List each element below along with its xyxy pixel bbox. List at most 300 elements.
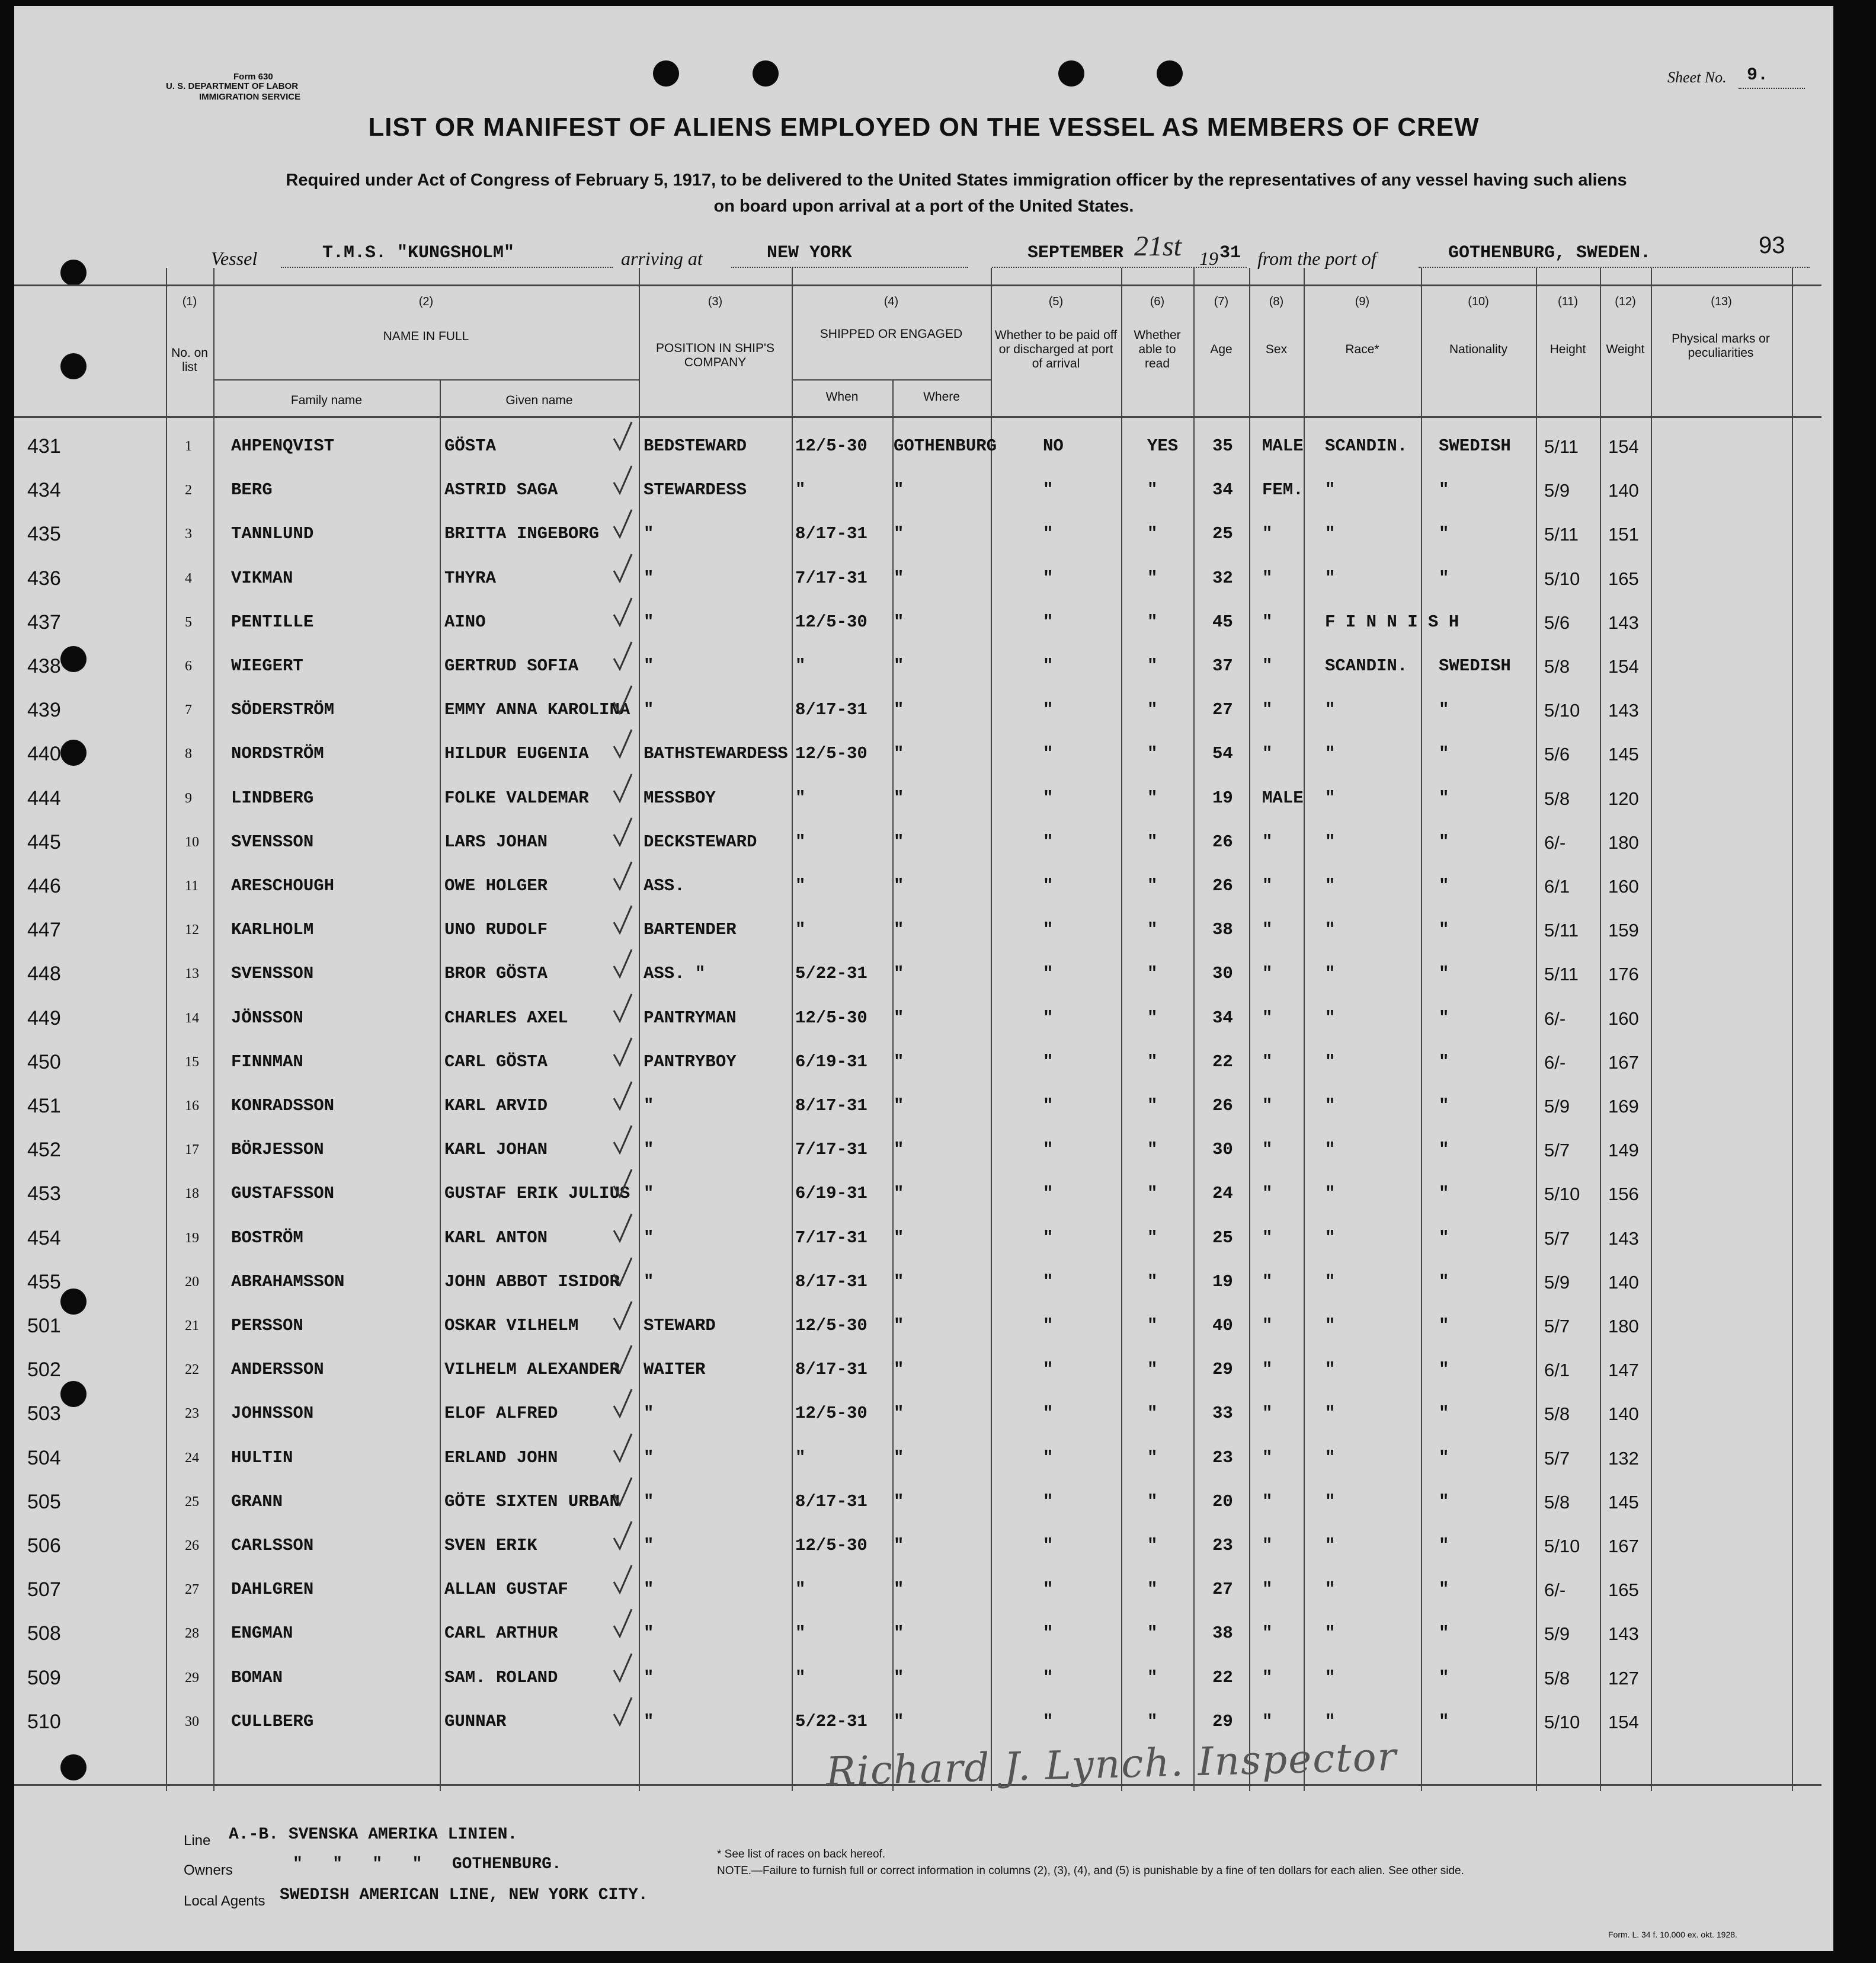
shipped-where: " [894,788,904,808]
row-number: 17 [185,1142,199,1158]
age: 26 [1212,832,1233,852]
paid-off: " [1043,1008,1054,1028]
family-name: ABRAHAMSSON [231,1271,345,1291]
owners-value: " " " " GOTHENBURG. [293,1855,562,1874]
family-name: VIKMAN [231,568,293,588]
table-row [14,1568,1821,1612]
given-name: KARL ARVID [444,1096,548,1115]
nationality: " [1439,1667,1449,1687]
shipped-when: " [795,1667,806,1687]
shipped-where: " [894,1403,904,1424]
age: 35 [1212,436,1233,456]
race: " [1325,920,1336,940]
age: 30 [1212,1140,1233,1160]
agents-label: Local Agents [184,1893,265,1909]
paid-off: " [1043,1227,1054,1248]
check-mark-icon [613,1476,633,1507]
row-list-id: 435 [27,523,61,546]
able-to-read: " [1147,1227,1158,1248]
col-6-header: Whether able to read [1134,328,1181,370]
shipped-when: 12/5-30 [795,1403,867,1424]
row-number: 2 [185,482,192,498]
race: " [1325,1711,1336,1731]
weight: 160 [1608,1008,1639,1029]
check-mark-icon [613,553,633,584]
shipped-when: 12/5-30 [795,612,867,632]
age: 27 [1212,700,1233,720]
height: 6/- [1544,1580,1566,1601]
arrival-day: 21st [1134,231,1182,262]
able-to-read: " [1147,920,1158,940]
print-info: Form. L. 34 f. 10,000 ex. okt. 1928. [1608,1930,1737,1939]
position: DECKSTEWARD [644,832,757,852]
sex: " [1262,1491,1273,1511]
given-name: GUSTAF ERIK JULIUS [444,1184,630,1204]
able-to-read: " [1147,1536,1158,1555]
race: " [1325,524,1336,544]
given-name: KARL ANTON [444,1227,548,1248]
nationality: " [1439,524,1449,544]
shipped-where: " [894,1623,904,1644]
form-number: Form 630 [233,72,273,82]
race: " [1325,700,1336,720]
shipped-when: 12/5-30 [795,1316,867,1335]
row-list-id: 507 [27,1578,61,1601]
weight: 167 [1608,1536,1639,1556]
given-name: VILHELM ALEXANDER [444,1360,620,1380]
height: 5/10 [1544,700,1580,721]
family-name: FINNMAN [231,1051,303,1072]
check-mark-icon [613,509,633,539]
height: 5/8 [1544,1403,1570,1425]
height: 5/7 [1544,1447,1570,1469]
col-12-header: Weight [1606,343,1645,356]
table-row [14,1524,1821,1568]
row-list-id: 508 [27,1622,61,1645]
family-name: BÖRJESSON [231,1140,324,1160]
position: MESSBOY [644,788,716,808]
row-number: 21 [185,1318,199,1334]
race: " [1325,1536,1336,1555]
col-13-number: (13) [1711,295,1732,308]
col-1-number: (1) [182,295,197,308]
position: " [644,1227,654,1248]
able-to-read: " [1147,832,1158,852]
row-number: 28 [185,1626,199,1642]
position: " [644,524,654,544]
race: SCANDIN. [1325,656,1408,676]
paid-off: " [1043,1051,1054,1072]
sex: " [1262,876,1273,896]
position: PANTRYBOY [644,1051,737,1072]
height: 5/11 [1544,436,1579,457]
table-row [14,512,1821,556]
table-row [14,1040,1821,1084]
height: 5/11 [1544,920,1579,941]
nationality: " [1439,1447,1449,1468]
table-row [14,424,1821,468]
check-mark-icon [613,817,633,848]
shipped-when: 6/19-31 [795,1051,867,1072]
shipped-where: " [894,964,904,984]
age: 30 [1212,964,1233,984]
paid-off: " [1043,1140,1054,1160]
able-to-read: " [1147,876,1158,896]
row-number: 25 [185,1494,199,1510]
race: " [1325,1623,1336,1644]
shipped-when: " [795,480,806,500]
table-row [14,864,1821,908]
from-port: GOTHENBURG, SWEDEN. [1448,243,1651,263]
row-number: 11 [185,878,199,894]
weight: 180 [1608,1316,1639,1337]
able-to-read: " [1147,1711,1158,1731]
row-list-id: 504 [27,1446,61,1469]
shipped-where: " [894,1184,904,1204]
paid-off: " [1043,788,1054,808]
position: " [644,1447,654,1468]
row-list-id: 509 [27,1666,61,1689]
age: 29 [1212,1711,1233,1731]
row-list-id: 434 [27,479,61,502]
family-name: NORDSTRÖM [231,744,324,764]
row-number: 1 [185,439,192,454]
height: 6/1 [1544,876,1570,897]
col-7-number: (7) [1214,295,1229,308]
shipped-where: " [894,1096,904,1115]
position: " [644,1536,654,1555]
shipped-where: " [894,1271,904,1291]
nationality: " [1439,1140,1449,1160]
table-row [14,1612,1821,1655]
age: 19 [1212,788,1233,808]
position: ASS. " [644,964,706,984]
check-mark-icon [613,1652,633,1683]
paid-off: " [1043,524,1054,544]
nationality: " [1439,1403,1449,1424]
shipped-when: 8/17-31 [795,524,867,544]
height: 5/8 [1544,788,1570,809]
check-mark-icon [613,1124,633,1155]
able-to-read: " [1147,612,1158,632]
table-row [14,732,1821,776]
nationality: " [1439,1051,1449,1072]
table-row [14,1656,1821,1700]
sex: " [1262,1447,1273,1468]
row-list-id: 502 [27,1358,61,1382]
owners-label: Owners [184,1862,233,1878]
able-to-read: " [1147,1447,1158,1468]
race: " [1325,744,1336,764]
able-to-read: " [1147,1667,1158,1687]
position: " [644,1491,654,1511]
nationality: " [1439,1316,1449,1335]
height: 5/11 [1544,964,1579,985]
weight: 176 [1608,964,1639,985]
age: 33 [1212,1403,1233,1424]
col-4-number: (4) [883,295,899,308]
paid-off: " [1043,700,1054,720]
col-8-header: Sex [1265,343,1288,356]
shipped-where: " [894,656,904,676]
family-name: LINDBERG [231,788,314,808]
age: 22 [1212,1051,1233,1072]
age: 26 [1212,876,1233,896]
nationality: " [1439,1008,1449,1028]
given-name: SAM. ROLAND [444,1667,558,1687]
nationality: " [1439,1271,1449,1291]
shipped-where: " [894,480,904,500]
race: " [1325,1140,1336,1160]
race: " [1325,1227,1336,1248]
able-to-read: " [1147,1184,1158,1204]
nationality: " [1439,1491,1449,1511]
height: 5/8 [1544,1667,1570,1689]
age: 22 [1212,1667,1233,1687]
given-name: OSKAR VILHELM [444,1316,579,1335]
position: " [644,1580,654,1600]
check-mark-icon [613,1213,633,1243]
shipped-when: 12/5-30 [795,1536,867,1555]
race: " [1325,1667,1336,1687]
position: ASS. [644,876,685,896]
age: 24 [1212,1184,1233,1204]
shipped-when: 7/17-31 [795,568,867,588]
row-number: 30 [185,1713,199,1729]
nationality: " [1439,1184,1449,1204]
row-number: 7 [185,702,192,718]
row-list-id: 455 [27,1270,61,1293]
check-mark-icon [613,1608,633,1639]
age: 34 [1212,1008,1233,1028]
check-mark-icon [613,1433,633,1463]
sex: " [1262,1623,1273,1644]
position: " [644,1184,654,1204]
sex: " [1262,1184,1273,1204]
row-number: 27 [185,1582,199,1598]
weight: 145 [1608,744,1639,765]
row-number: 3 [185,526,192,542]
position: " [644,700,654,720]
family-name: BOMAN [231,1667,283,1687]
height: 5/10 [1544,1536,1580,1556]
age: 23 [1212,1536,1233,1555]
weight: 160 [1608,876,1639,897]
position: " [644,1096,654,1115]
family-name: CARLSSON [231,1536,314,1555]
able-to-read: " [1147,1403,1158,1424]
height: 5/11 [1544,524,1579,545]
shipped-when: " [795,876,806,896]
nationality: SWEDISH [1439,656,1511,676]
weight: 167 [1608,1051,1639,1073]
race: " [1325,1447,1336,1468]
age: 37 [1212,656,1233,676]
table-row [14,644,1821,688]
sex: " [1262,1403,1273,1424]
row-list-id: 437 [27,610,61,634]
paid-off: " [1043,964,1054,984]
shipped-when: " [795,656,806,676]
table-row [14,1260,1821,1304]
position: STEWARDESS [644,480,747,500]
shipped-where: " [894,876,904,896]
col-7-header: Age [1210,343,1232,356]
table-row [14,820,1821,864]
family-name: SÖDERSTRÖM [231,700,335,720]
shipped-where: " [894,744,904,764]
able-to-read: " [1147,788,1158,808]
age: 38 [1212,920,1233,940]
col-11-header: Height [1550,343,1586,356]
height: 5/10 [1544,1184,1580,1205]
weight: 154 [1608,656,1639,677]
check-mark-icon [613,685,633,715]
given-name: OWE HOLGER [444,876,548,896]
table-row [14,1172,1821,1216]
weight: 147 [1608,1360,1639,1381]
position: " [644,1711,654,1731]
table-row [14,776,1821,820]
binder-hole [753,60,779,87]
sex: " [1262,1580,1273,1600]
nationality: " [1439,568,1449,588]
able-to-read: " [1147,1008,1158,1028]
sex: " [1262,524,1273,544]
shipped-where: " [894,1227,904,1248]
height: 6/- [1544,832,1566,853]
row-number: 14 [185,1010,199,1026]
height: 5/9 [1544,1271,1570,1293]
height: 5/10 [1544,568,1580,589]
able-to-read: " [1147,1623,1158,1644]
given-name: GÖSTA [444,436,497,456]
family-name: ENGMAN [231,1623,293,1644]
given-name: GÖTE SIXTEN URBAN [444,1491,620,1511]
race: " [1325,1580,1336,1600]
age: 27 [1212,1580,1233,1600]
given-name: ALLAN GUSTAF [444,1580,568,1600]
col-8-number: (8) [1269,295,1284,308]
row-list-id: 438 [27,655,61,677]
given-name: GERTRUD SOFIA [444,656,579,676]
paid-off: " [1043,1667,1054,1687]
year-prefix: 19 [1199,248,1218,269]
sex: " [1262,1227,1273,1248]
weight: 127 [1608,1667,1639,1689]
row-list-id: 451 [27,1095,61,1117]
given-name: CARL GÖSTA [444,1051,548,1072]
paid-off: NO [1043,436,1064,456]
table-row [14,1216,1821,1260]
shipped-when: " [795,1447,806,1468]
row-number: 18 [185,1186,199,1202]
position: BATHSTEWARDESS [644,744,788,764]
col-4-where-header: Where [923,390,960,404]
row-list-id: 506 [27,1534,61,1557]
given-name: ASTRID SAGA [444,480,558,500]
height: 5/8 [1544,656,1570,677]
race: F I N N I S H [1325,612,1459,632]
shipped-when: 8/17-31 [795,1360,867,1380]
race: " [1325,1008,1336,1028]
crew-table [14,268,1821,1791]
race: " [1325,788,1336,808]
row-number: 13 [185,966,199,982]
weight: 165 [1608,1580,1639,1601]
position: PANTRYMAN [644,1008,737,1028]
sex: " [1262,700,1273,720]
paid-off: " [1043,1184,1054,1204]
shipped-when: 5/22-31 [795,1711,867,1731]
col-10-number: (10) [1468,295,1489,308]
check-mark-icon [613,993,633,1024]
row-list-id: 503 [27,1402,61,1425]
sex: " [1262,1096,1273,1115]
check-mark-icon [613,1037,633,1067]
sex: " [1262,1271,1273,1291]
shipped-when: 8/17-31 [795,1271,867,1291]
race: " [1325,568,1336,588]
race: " [1325,1491,1336,1511]
weight: 151 [1608,524,1639,545]
col-2-family-header: Family name [290,394,363,407]
weight: 154 [1608,1711,1639,1732]
nationality: " [1439,964,1449,984]
row-list-id: 440 [27,743,61,766]
height: 5/10 [1544,1711,1580,1732]
weight: 149 [1608,1140,1639,1161]
row-number: 6 [185,658,192,674]
shipped-when: 8/17-31 [795,700,867,720]
race: " [1325,1403,1336,1424]
family-name: KONRADSSON [231,1096,335,1115]
col-11-number: (11) [1557,295,1579,308]
sex: " [1262,1711,1273,1731]
nationality: " [1439,1227,1449,1248]
given-name: THYRA [444,568,497,588]
sex: " [1262,832,1273,852]
shipped-where: " [894,612,904,632]
family-name: PENTILLE [231,612,314,632]
col-10-header: Nationality [1449,343,1508,356]
col-12-number: (12) [1615,295,1636,308]
table-row [14,1392,1821,1436]
sex: MALE [1262,436,1304,456]
sex: FEM. [1262,480,1304,500]
row-number: 26 [185,1538,199,1553]
age: 54 [1212,744,1233,764]
position: " [644,612,654,632]
able-to-read: " [1147,1316,1158,1335]
sex: " [1262,1667,1273,1687]
inspector-signature: Richard J. Lynch. Inspector [825,1734,1398,1795]
sex: " [1262,1008,1273,1028]
family-name: WIEGERT [231,656,303,676]
row-list-id: 450 [27,1050,61,1073]
paid-off: " [1043,1271,1054,1291]
table-row [14,557,1821,600]
weight: 140 [1608,1271,1639,1293]
race: " [1325,1184,1336,1204]
paid-off: " [1043,480,1054,500]
agents-value: SWEDISH AMERICAN LINE, NEW YORK CITY. [280,1886,648,1904]
given-name: ERLAND JOHN [444,1447,558,1468]
row-list-id: 454 [27,1226,61,1249]
shipped-when: 5/22-31 [795,964,867,984]
nationality: " [1439,920,1449,940]
height: 6/- [1544,1051,1566,1073]
